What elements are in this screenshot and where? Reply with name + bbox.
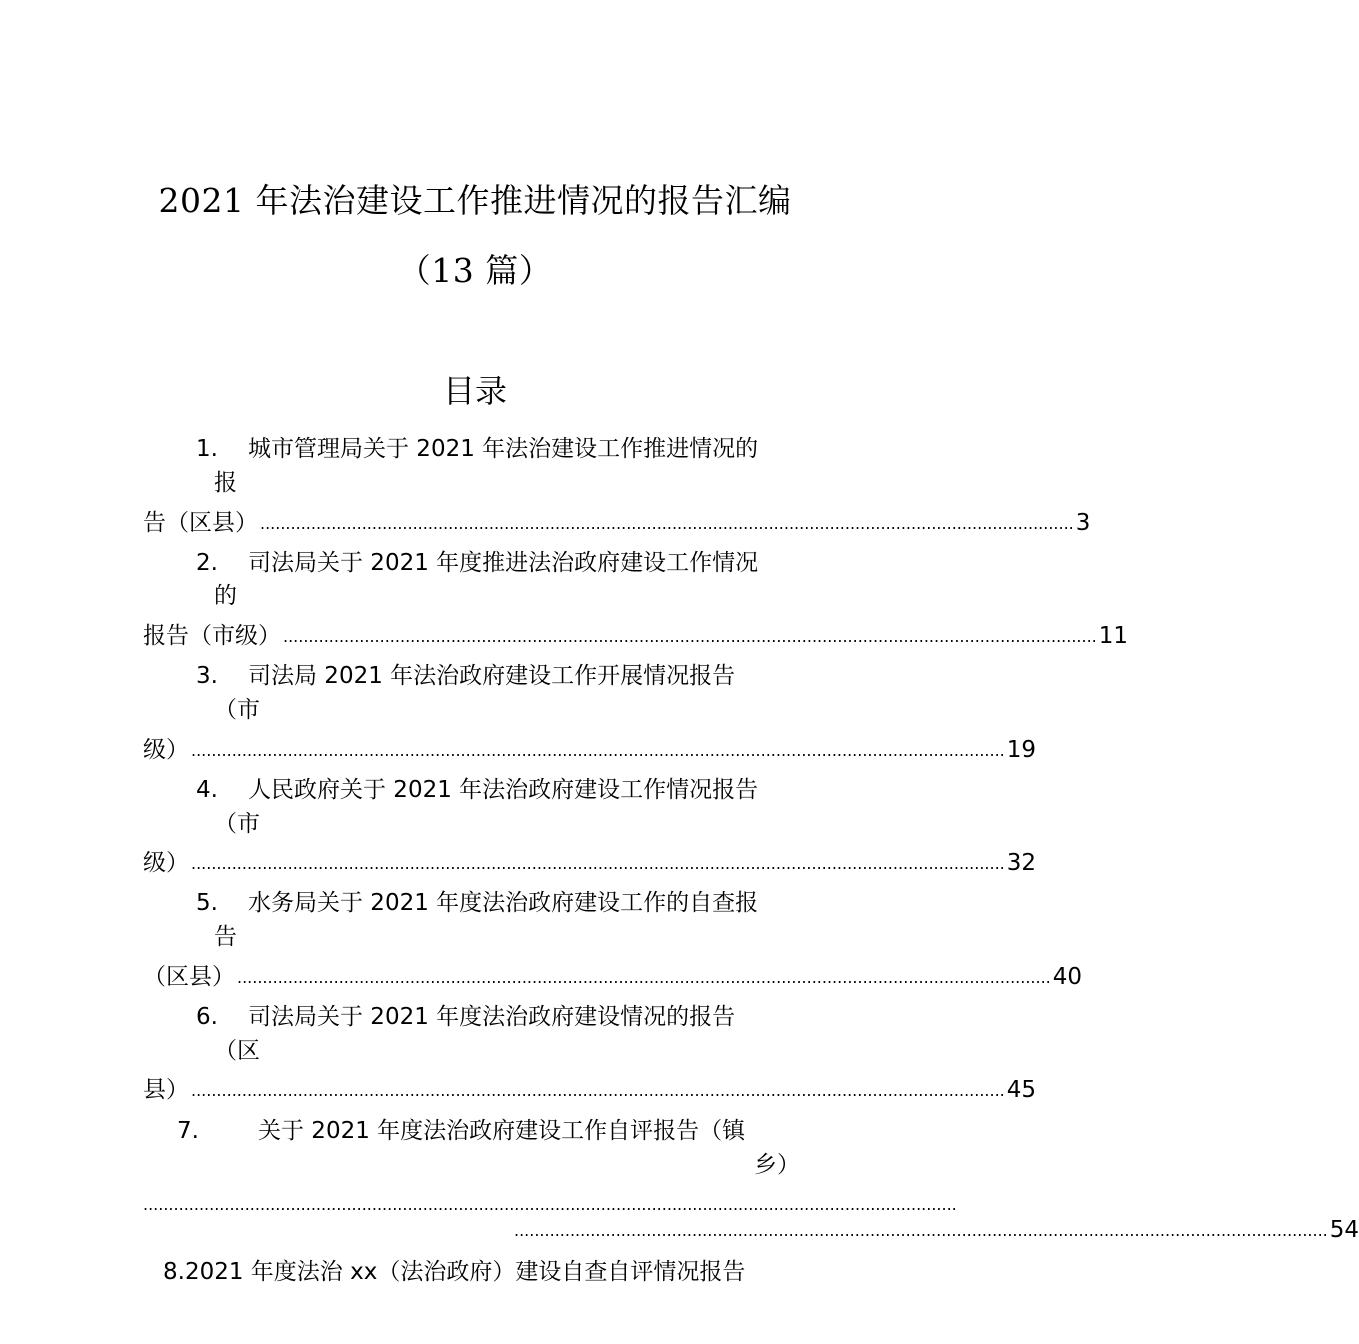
toc-entry-title: 司法局关于 2021 年度法治政府建设情况的报告: [248, 1004, 736, 1030]
toc-entry-title-wrap: （市: [214, 811, 260, 837]
toc-entry-page-number: 11: [1098, 623, 1129, 649]
dot-leader: ................................................................................................................................................................: [237, 968, 1051, 987]
toc-entry-title: 城市管理局关于 2021 年法治建设工作推进情况的: [248, 436, 759, 462]
toc-entry-page-number: 19: [1006, 737, 1037, 763]
toc-entry-page-number: 45: [1006, 1077, 1037, 1103]
toc-entry-title-wrap: 乡）: [754, 1152, 800, 1178]
toc-entry-leader-row: [143, 620, 1129, 652]
toc-entry-number: 7.: [177, 1118, 199, 1144]
dot-leader: ................................................................................................................................................................: [191, 741, 1005, 760]
toc-entry-number: 2.: [196, 550, 218, 576]
toc-entry-title-wrap: 的: [214, 583, 237, 609]
toc-entry-title-wrap: 告: [214, 924, 237, 950]
dot-leader: ................................................................................................................................................................: [514, 1221, 1328, 1240]
toc-entry-title-wrap: （市: [214, 697, 260, 723]
document-title: 2021 年法治建设工作推进情况的报告汇编: [158, 181, 792, 220]
toc-entry-title: 人民政府关于 2021 年法治政府建设工作情况报告: [248, 777, 759, 803]
toc-entry-number: 6.: [196, 1004, 218, 1030]
toc-entry-title: 水务局关于 2021 年度法治政府建设工作的自查报: [248, 890, 759, 916]
dot-leader: ................................................................................................................................................................: [191, 1081, 1005, 1100]
toc-entry-leader-row: [143, 1074, 1037, 1106]
toc-entry-number: 1.: [196, 436, 218, 462]
toc-entry-title-tail: 级）: [143, 737, 189, 763]
toc-entry-leader-row: [143, 961, 1083, 993]
toc-entry-title: 关于 2021 年度法治政府建设工作自评报告（镇: [258, 1118, 746, 1144]
toc-entry-number: 5.: [196, 890, 218, 916]
toc-entry-title-wrap: （区: [214, 1038, 260, 1064]
toc-entry-title-tail: 告（区县）: [143, 510, 258, 536]
toc-entry-leader-row: [143, 507, 1091, 539]
toc-entry-page-number: 32: [1006, 850, 1037, 876]
dot-leader: ................................................................................................................................................................: [260, 514, 1074, 533]
toc-entry-leader-row: [143, 734, 1037, 766]
toc-entry-title: 司法局关于 2021 年度推进法治政府建设工作情况: [248, 550, 759, 576]
dot-leader: ................................................................................................................................................................: [191, 854, 1005, 873]
toc-entry-page-number: 3: [1075, 510, 1091, 536]
dot-leader: ................................................................................................................................................................: [283, 627, 1097, 646]
toc-entry-title: 司法局 2021 年法治政府建设工作开展情况报告: [248, 663, 736, 689]
toc-entry-title-wrap: 报: [214, 470, 237, 496]
toc-entry-page-number: 40: [1052, 964, 1083, 990]
toc-entry-number: 4.: [196, 777, 218, 803]
toc-entry-title-tail: （区县）: [143, 964, 235, 990]
toc-entry-number: 3.: [196, 663, 218, 689]
document-subtitle: （13 篇）: [397, 251, 553, 290]
toc-entry-title: 8.2021 年度法治 xx（法治政府）建设自查自评情况报告: [163, 1259, 746, 1285]
toc-entry-leader-row: [143, 847, 1037, 879]
toc-entry-title-tail: 报告（市级）: [143, 623, 281, 649]
toc-heading: 目录: [442, 372, 507, 410]
toc-entry-page-number: 54: [1329, 1217, 1359, 1243]
dot-leader: ................................................................................................................................................................: [143, 1195, 957, 1214]
toc-entry-title-tail: 级）: [143, 850, 189, 876]
toc-entry-leader-row: [512, 1214, 1359, 1246]
toc-entry-title-tail: 县）: [143, 1077, 189, 1103]
